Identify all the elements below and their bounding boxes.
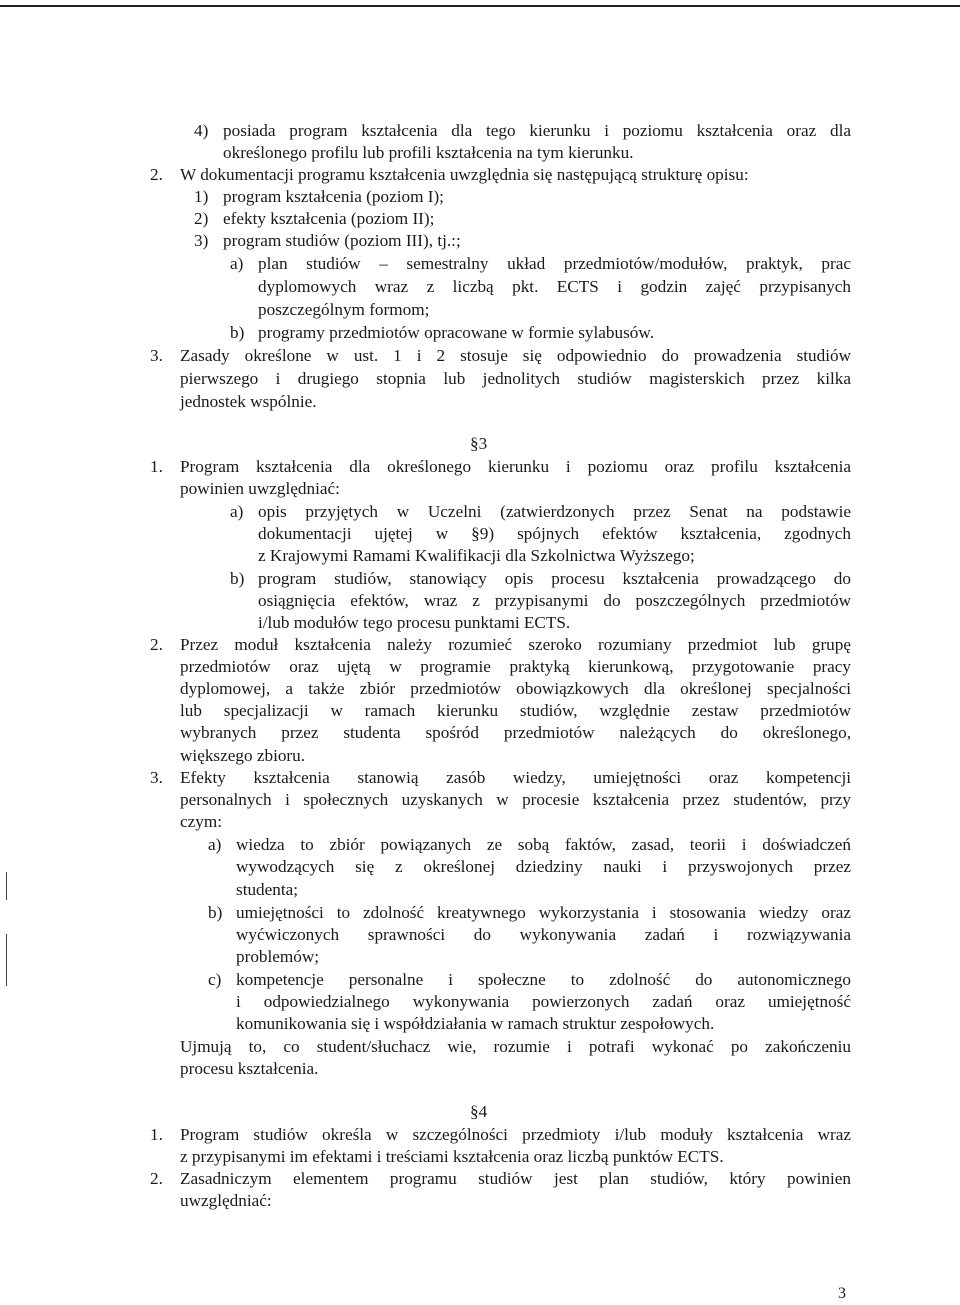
scan-margin-mark — [6, 872, 7, 900]
text-line: kompetencje personalne i społeczne to zdolność do autonomicznego — [236, 970, 851, 989]
page-number: 3 — [838, 1285, 846, 1302]
text-line: wywodzących się z określonej dziedziny nauki i przyswojonych przez — [236, 857, 851, 876]
item-number: 3) — [194, 231, 209, 250]
text-line: efekty kształcenia (poziom II); — [223, 209, 435, 228]
item-letter: b) — [230, 569, 245, 588]
text-line: programy przedmiotów opracowane w formie sylabusów. — [258, 323, 654, 342]
text-line: program kształcenia (poziom I); — [223, 187, 444, 206]
text-line: dyplomowej, a także zbiór przedmiotów obowiązkowych dla określonej specjalności — [180, 679, 851, 698]
paragraph-number: 3. — [150, 346, 163, 365]
item-number: 1) — [194, 187, 209, 206]
scan-edge-line — [0, 5, 960, 7]
item-number: 4) — [194, 121, 209, 140]
text-line: osiągnięcia efektów, wraz z przypisanymi do poszczególnych przedmiotów — [258, 591, 851, 610]
text-line: komunikowania się i współdziałania w ramach struktur zespołowych. — [236, 1014, 715, 1033]
text-line: Zasadniczym elementem programu studiów jest plan studiów, który powinien — [180, 1169, 851, 1188]
text-line: W dokumentacji programu kształcenia uwzględnia się następującą strukturę opisu: — [180, 165, 749, 184]
item-letter: a) — [230, 502, 244, 521]
text-line: personalnych i społecznych uzyskanych w procesie kształcenia przez studentów, przy — [180, 790, 851, 809]
text-line: z Krajowymi Ramami Kwalifikacji dla Szkolnictwa Wyższego; — [258, 546, 695, 565]
item-letter: c) — [208, 970, 222, 989]
section-heading: §3 — [470, 434, 488, 453]
text-line: lub specjalizacji w ramach kierunku studiów, względnie zestaw przedmiotów — [180, 701, 851, 720]
text-line: większego zbioru. — [180, 746, 306, 765]
text-line: Przez moduł kształcenia należy rozumieć szeroko rozumiany przedmiot lub grupę — [180, 635, 851, 654]
section-heading: §4 — [470, 1102, 488, 1121]
text-line: Efekty kształcenia stanowią zasób wiedzy, umiejętności oraz kompetencji — [180, 768, 851, 787]
text-line: wiedza to zbiór powiązanych ze sobą faktów, zasad, teorii i doświadczeń — [236, 835, 851, 854]
paragraph-number: 1. — [150, 457, 163, 476]
paragraph-number: 1. — [150, 1125, 163, 1144]
item-letter: b) — [208, 903, 223, 922]
text-line: i/lub modułów tego procesu punktami ECTS. — [258, 613, 571, 632]
text-line: dokumentacji ujętej w §9) spójnych efektów kształcenia, zgodnych — [258, 524, 851, 543]
paragraph-number: 2. — [150, 1169, 163, 1188]
text-line: wybranych przez studenta spośród przedmiotów należących do określonego, — [180, 723, 851, 742]
text-line: Zasady określone w ust. 1 i 2 stosuje się odpowiednio do prowadzenia studiów — [180, 346, 851, 365]
paragraph-number: 2. — [150, 635, 163, 654]
text-line: poszczególnym formom; — [258, 300, 430, 319]
text-line: czym: — [180, 812, 222, 831]
text-line: przedmiotów oraz ujętą w programie praktyką kierunkową, przygotowanie pracy — [180, 657, 851, 676]
text-line: studenta; — [236, 880, 299, 899]
text-line: umiejętności to zdolność kreatywnego wykorzystania i stosowania wiedzy oraz — [236, 903, 851, 922]
text-line: opis przyjętych w Uczelni (zatwierdzonych przez Senat na podstawie — [258, 502, 851, 521]
text-line: plan studiów – semestralny układ przedmiotów/modułów, praktyk, prac — [258, 254, 851, 273]
text-line: z przypisanymi im efektami i treściami kształcenia oraz liczbą punktów ECTS. — [180, 1147, 724, 1166]
text-line: problemów; — [236, 947, 320, 966]
text-line: pierwszego i drugiego stopnia lub jednolitych studiów magisterskich przez kilka — [180, 369, 851, 388]
scan-margin-mark — [6, 934, 7, 986]
item-number: 2) — [194, 209, 209, 228]
text-line: określonego profilu lub profili kształcenia na tym kierunku. — [223, 143, 634, 162]
text-line: program studiów (poziom III), tj.:; — [223, 231, 461, 250]
paragraph-number: 3. — [150, 768, 163, 787]
text-line: uwzględniać: — [180, 1191, 272, 1210]
text-line: jednostek wspólnie. — [180, 392, 317, 411]
text-line: posiada program kształcenia dla tego kierunku i poziomu kształcenia oraz dla — [223, 121, 851, 140]
item-letter: a) — [208, 835, 222, 854]
text-line: i odpowiedzialnego wykonywania powierzonych zadań oraz umiejętność — [236, 992, 851, 1011]
text-line: Program kształcenia dla określonego kierunku i poziomu oraz profilu kształcenia — [180, 457, 851, 476]
text-line: Ujmują to, co student/słuchacz wie, rozumie i potrafi wykonać po zakończeniu — [180, 1037, 851, 1056]
text-line: procesu kształcenia. — [180, 1059, 319, 1078]
paragraph-number: 2. — [150, 165, 163, 184]
text-line: wyćwiczonych sprawności do wykonywania zadań i rozwiązywania — [236, 925, 851, 944]
item-letter: a) — [230, 254, 244, 273]
text-line: powinien uwzględniać: — [180, 479, 340, 498]
text-line: dyplomowych wraz z liczbą pkt. ECTS i godzin zajęć przypisanych — [258, 277, 851, 296]
text-line: Program studiów określa w szczególności przedmioty i/lub moduły kształcenia wraz — [180, 1125, 851, 1144]
text-line: program studiów, stanowiący opis procesu kształcenia prowadzącego do — [258, 569, 851, 588]
item-letter: b) — [230, 323, 245, 342]
